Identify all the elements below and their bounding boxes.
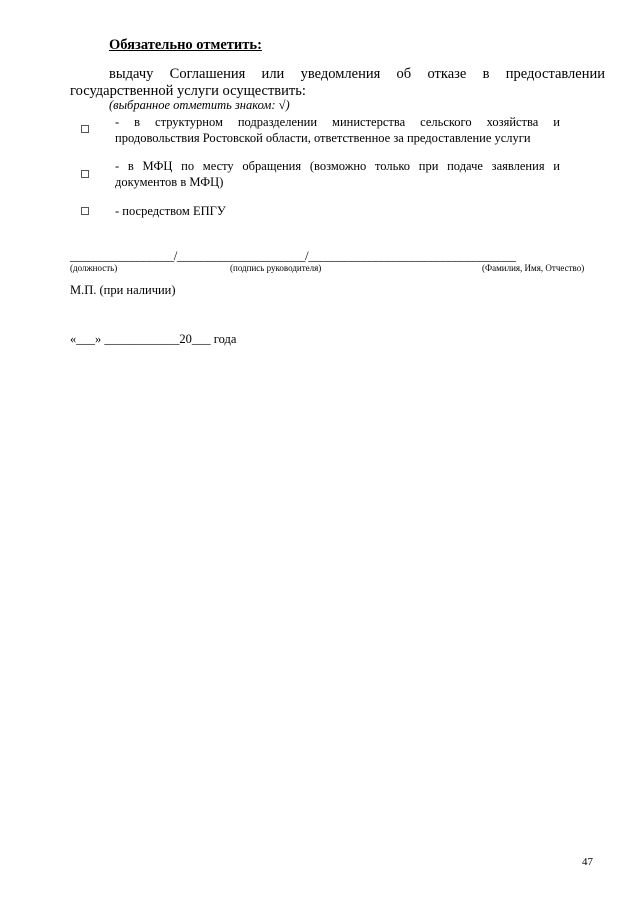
intro-text-line-2: государственной услуги осуществить: <box>70 83 306 99</box>
signature-line: _________________/_____________________/__________________________________ <box>70 248 516 263</box>
option-mfc-text-line-1: - в МФЦ по месту обращения (возможно только при подаче заявления и <box>115 159 560 173</box>
seal-note: М.П. (при наличии) <box>70 283 176 297</box>
section-heading: Обязательно отметить: <box>109 37 262 53</box>
signature-caption-signature: (подпись руководителя) <box>230 263 322 273</box>
option-mfc-text-line-2: документов в МФЦ) <box>115 175 224 189</box>
option-structural-unit-checkbox[interactable] <box>81 125 89 133</box>
option-structural-unit-text-line-2: продовольствия Ростовской области, ответственное за предоставление услуги <box>115 131 531 145</box>
option-structural-unit-text-line-1: - в структурном подразделении министерства сельского хозяйства и <box>115 115 560 129</box>
signature-caption-full-name: (Фамилия, Имя, Отчество) <box>482 263 585 273</box>
page-number: 47 <box>582 856 593 868</box>
option-mfc-checkbox[interactable] <box>81 170 89 178</box>
option-epgu-text: - посредством ЕПГУ <box>115 204 226 218</box>
intro-text-line-1: выдачу Соглашения или уведомления об отказе в предоставлении <box>109 66 605 82</box>
date-line: «___» ____________20___ года <box>70 332 237 346</box>
option-epgu-checkbox[interactable] <box>81 207 89 215</box>
selection-instruction: (выбранное отметить знаком: √) <box>109 98 290 112</box>
signature-caption-position: (должность) <box>70 263 118 273</box>
